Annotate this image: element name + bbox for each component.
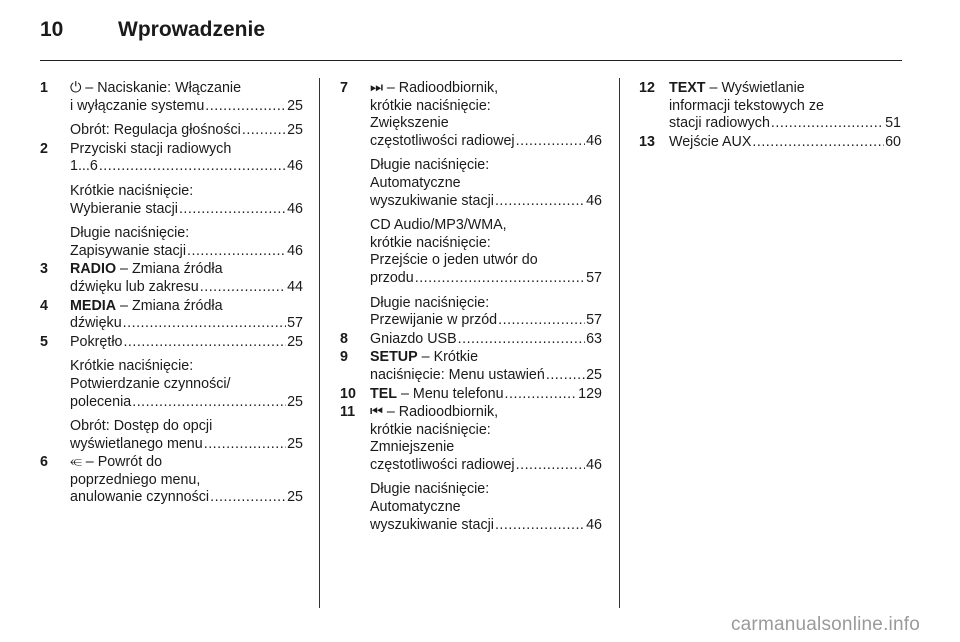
- index-entry-13: [639, 134, 901, 152]
- entry-text: dźwięku lub zakresu: [70, 278, 199, 295]
- index-column-3: [639, 80, 901, 151]
- column-divider-1: [319, 78, 320, 608]
- entry-number: 11: [340, 404, 356, 421]
- entry-text: – Zmiana źródła: [116, 261, 223, 278]
- leader-dots: [210, 489, 286, 507]
- entry-text: Pokrętło: [70, 333, 123, 350]
- entry-number: 13: [639, 133, 655, 150]
- index-entry-7: [340, 80, 602, 330]
- index-column-1: [40, 80, 303, 507]
- page-ref[interactable]: 46: [586, 132, 602, 149]
- entry-number: 1: [40, 80, 48, 96]
- page-ref[interactable]: 25: [287, 393, 303, 410]
- entry-text: Zmniejszenie: [370, 439, 455, 456]
- index-entry-2: [40, 141, 303, 261]
- entry-text: Wejście AUX: [669, 133, 752, 150]
- leader-dots: [204, 436, 286, 454]
- entry-number: 2: [40, 140, 48, 157]
- leader-dots: [546, 367, 585, 385]
- entry-number: 4: [40, 297, 48, 314]
- leader-dots: [516, 133, 585, 151]
- skip-previous-icon: ⏮: [370, 404, 383, 421]
- button-keyword: TEL: [370, 385, 398, 402]
- leader-dots: [123, 334, 286, 352]
- page-ref[interactable]: 60: [885, 133, 901, 150]
- entry-text: Obrót: Regulacja głośności: [70, 122, 241, 139]
- page-ref[interactable]: 46: [586, 192, 602, 209]
- page-ref[interactable]: 25: [586, 366, 602, 383]
- leader-dots: [495, 517, 585, 535]
- entry-text: przodu: [370, 269, 414, 286]
- index-column-2: [340, 80, 602, 534]
- leader-dots: [205, 98, 286, 116]
- header-rule: [40, 60, 902, 61]
- index-entry-4: [40, 298, 303, 333]
- entry-text: anulowanie czynności: [70, 489, 210, 506]
- leader-dots: [771, 115, 884, 133]
- entry-text: stacji radiowych: [669, 115, 770, 132]
- watermark-text: carmanualsonline.info: [730, 614, 920, 635]
- entry-text: – Zmiana źródła: [116, 297, 223, 314]
- page-ref[interactable]: 46: [287, 158, 303, 175]
- button-keyword: TEXT: [669, 80, 706, 96]
- entry-text: częstotliwości radiowej: [370, 456, 515, 473]
- page-ref[interactable]: 46: [287, 242, 303, 259]
- column-divider-2: [619, 78, 620, 608]
- leader-dots: [242, 122, 286, 140]
- leader-dots: [458, 331, 585, 349]
- index-entry-11: [340, 404, 602, 534]
- page-ref[interactable]: 44: [287, 278, 303, 295]
- entry-number: 8: [340, 330, 348, 347]
- entry-text: Obrót: Dostęp do opcji: [70, 418, 213, 435]
- entry-text: naciśnięcie: Menu ustawień: [370, 366, 545, 383]
- entry-number: 12: [639, 80, 655, 96]
- entry-text: Przyciski stacji radiowych: [70, 140, 232, 157]
- entry-text: Potwierdzanie czynności/: [70, 375, 231, 392]
- entry-text: – Menu telefonu: [397, 385, 504, 402]
- index-entry-10: [340, 386, 602, 404]
- page-number: 10: [40, 18, 64, 41]
- entry-number: 5: [40, 333, 48, 350]
- index-entry-3: [40, 261, 303, 296]
- button-keyword: RADIO: [70, 261, 117, 278]
- entry-text: Długie naciśnięcie:: [70, 225, 190, 242]
- skip-next-icon: ⏭: [370, 80, 383, 96]
- page-ref[interactable]: 57: [586, 269, 602, 286]
- entry-text: – Powrót do: [81, 454, 163, 471]
- leader-dots: [179, 201, 286, 219]
- leader-dots: [516, 457, 585, 475]
- entry-text: – Radioodbiornik,: [382, 80, 499, 96]
- entry-text: krótkie naciśnięcie:: [370, 421, 491, 438]
- page-ref[interactable]: 129: [578, 385, 602, 402]
- entry-text: Przejście o jeden utwór do: [370, 252, 538, 269]
- page-ref[interactable]: 25: [287, 489, 303, 506]
- page-header: [40, 18, 900, 60]
- page-ref[interactable]: 25: [287, 333, 303, 350]
- index-entry-9: [340, 349, 602, 384]
- entry-text: krótkie naciśnięcie:: [370, 97, 491, 114]
- page-ref[interactable]: 25: [287, 435, 303, 452]
- entry-number: 7: [340, 80, 348, 96]
- entry-text: poprzedniego menu,: [70, 471, 201, 488]
- entry-text: Zwiększenie: [370, 115, 449, 132]
- entry-text: krótkie naciśnięcie:: [370, 234, 491, 251]
- entry-text: informacji tekstowych ze: [669, 97, 824, 114]
- entry-text: Automatyczne: [370, 174, 461, 191]
- entry-number: 9: [340, 349, 348, 366]
- leader-dots: [752, 134, 884, 152]
- leader-dots: [498, 312, 585, 330]
- leader-dots: [132, 394, 286, 412]
- page-ref[interactable]: 46: [586, 516, 602, 533]
- index-entry-12: [639, 80, 901, 133]
- index-entry-8: [340, 331, 602, 349]
- entry-number: 6: [40, 454, 48, 471]
- entry-text: wyszukiwanie stacji: [370, 192, 494, 209]
- leader-dots: [495, 193, 585, 211]
- page-ref[interactable]: 25: [287, 122, 303, 139]
- leader-dots: [200, 279, 286, 297]
- index-entry-1: [40, 80, 303, 140]
- back-arrow-icon: ⥺: [70, 454, 82, 471]
- page-ref[interactable]: 51: [885, 115, 901, 132]
- entry-text: Automatyczne: [370, 499, 461, 516]
- entry-text: Długie naciśnięcie:: [370, 481, 490, 498]
- entry-text: Gniazdo USB: [370, 330, 457, 347]
- page-ref[interactable]: 25: [287, 97, 303, 114]
- entry-text: Długie naciśnięcie:: [370, 294, 490, 311]
- page-ref[interactable]: 63: [586, 330, 602, 347]
- entry-text: – Krótkie: [417, 349, 479, 366]
- entry-text: wyszukiwanie stacji: [370, 516, 494, 533]
- entry-text: Długie naciśnięcie:: [370, 157, 490, 174]
- page-ref[interactable]: 46: [287, 200, 303, 217]
- entry-text: polecenia: [70, 393, 132, 410]
- entry-text: Zapisywanie stacji: [70, 242, 187, 259]
- entry-text: Wybieranie stacji: [70, 200, 178, 217]
- leader-dots: [187, 243, 286, 261]
- index-entry-6: [40, 454, 303, 507]
- entry-text: wyświetlanego menu: [70, 435, 203, 452]
- entry-text: częstotliwości radiowej: [370, 132, 515, 149]
- button-keyword: MEDIA: [70, 297, 117, 314]
- power-icon: ⏻: [70, 80, 82, 96]
- entry-text: Krótkie naciśnięcie:: [70, 358, 194, 375]
- leader-dots: [123, 315, 286, 333]
- leader-dots: [415, 270, 585, 288]
- entry-text: CD Audio/MP3/WMA,: [370, 217, 507, 234]
- leader-dots: [505, 386, 578, 404]
- page-ref[interactable]: 57: [586, 312, 602, 329]
- entry-text: – Wyświetlanie: [705, 80, 805, 96]
- entry-text: dźwięku: [70, 315, 122, 332]
- entry-text: Przewijanie w przód: [370, 312, 498, 329]
- button-keyword: SETUP: [370, 349, 418, 366]
- entry-text: 1...6: [70, 158, 98, 175]
- page-title: Wprowadzenie: [118, 18, 266, 41]
- entry-text: i wyłączanie systemu: [70, 97, 205, 114]
- entry-number: 3: [40, 261, 48, 278]
- page-ref[interactable]: 46: [586, 456, 602, 473]
- leader-dots: [99, 158, 286, 176]
- entry-text: – Naciskanie: Włączanie: [81, 80, 242, 96]
- index-entry-5: [40, 334, 303, 454]
- entry-text: – Radioodbiornik,: [382, 404, 499, 421]
- entry-text: Krótkie naciśnięcie:: [70, 182, 194, 199]
- entry-number: 10: [340, 385, 356, 402]
- page-ref[interactable]: 57: [287, 315, 303, 332]
